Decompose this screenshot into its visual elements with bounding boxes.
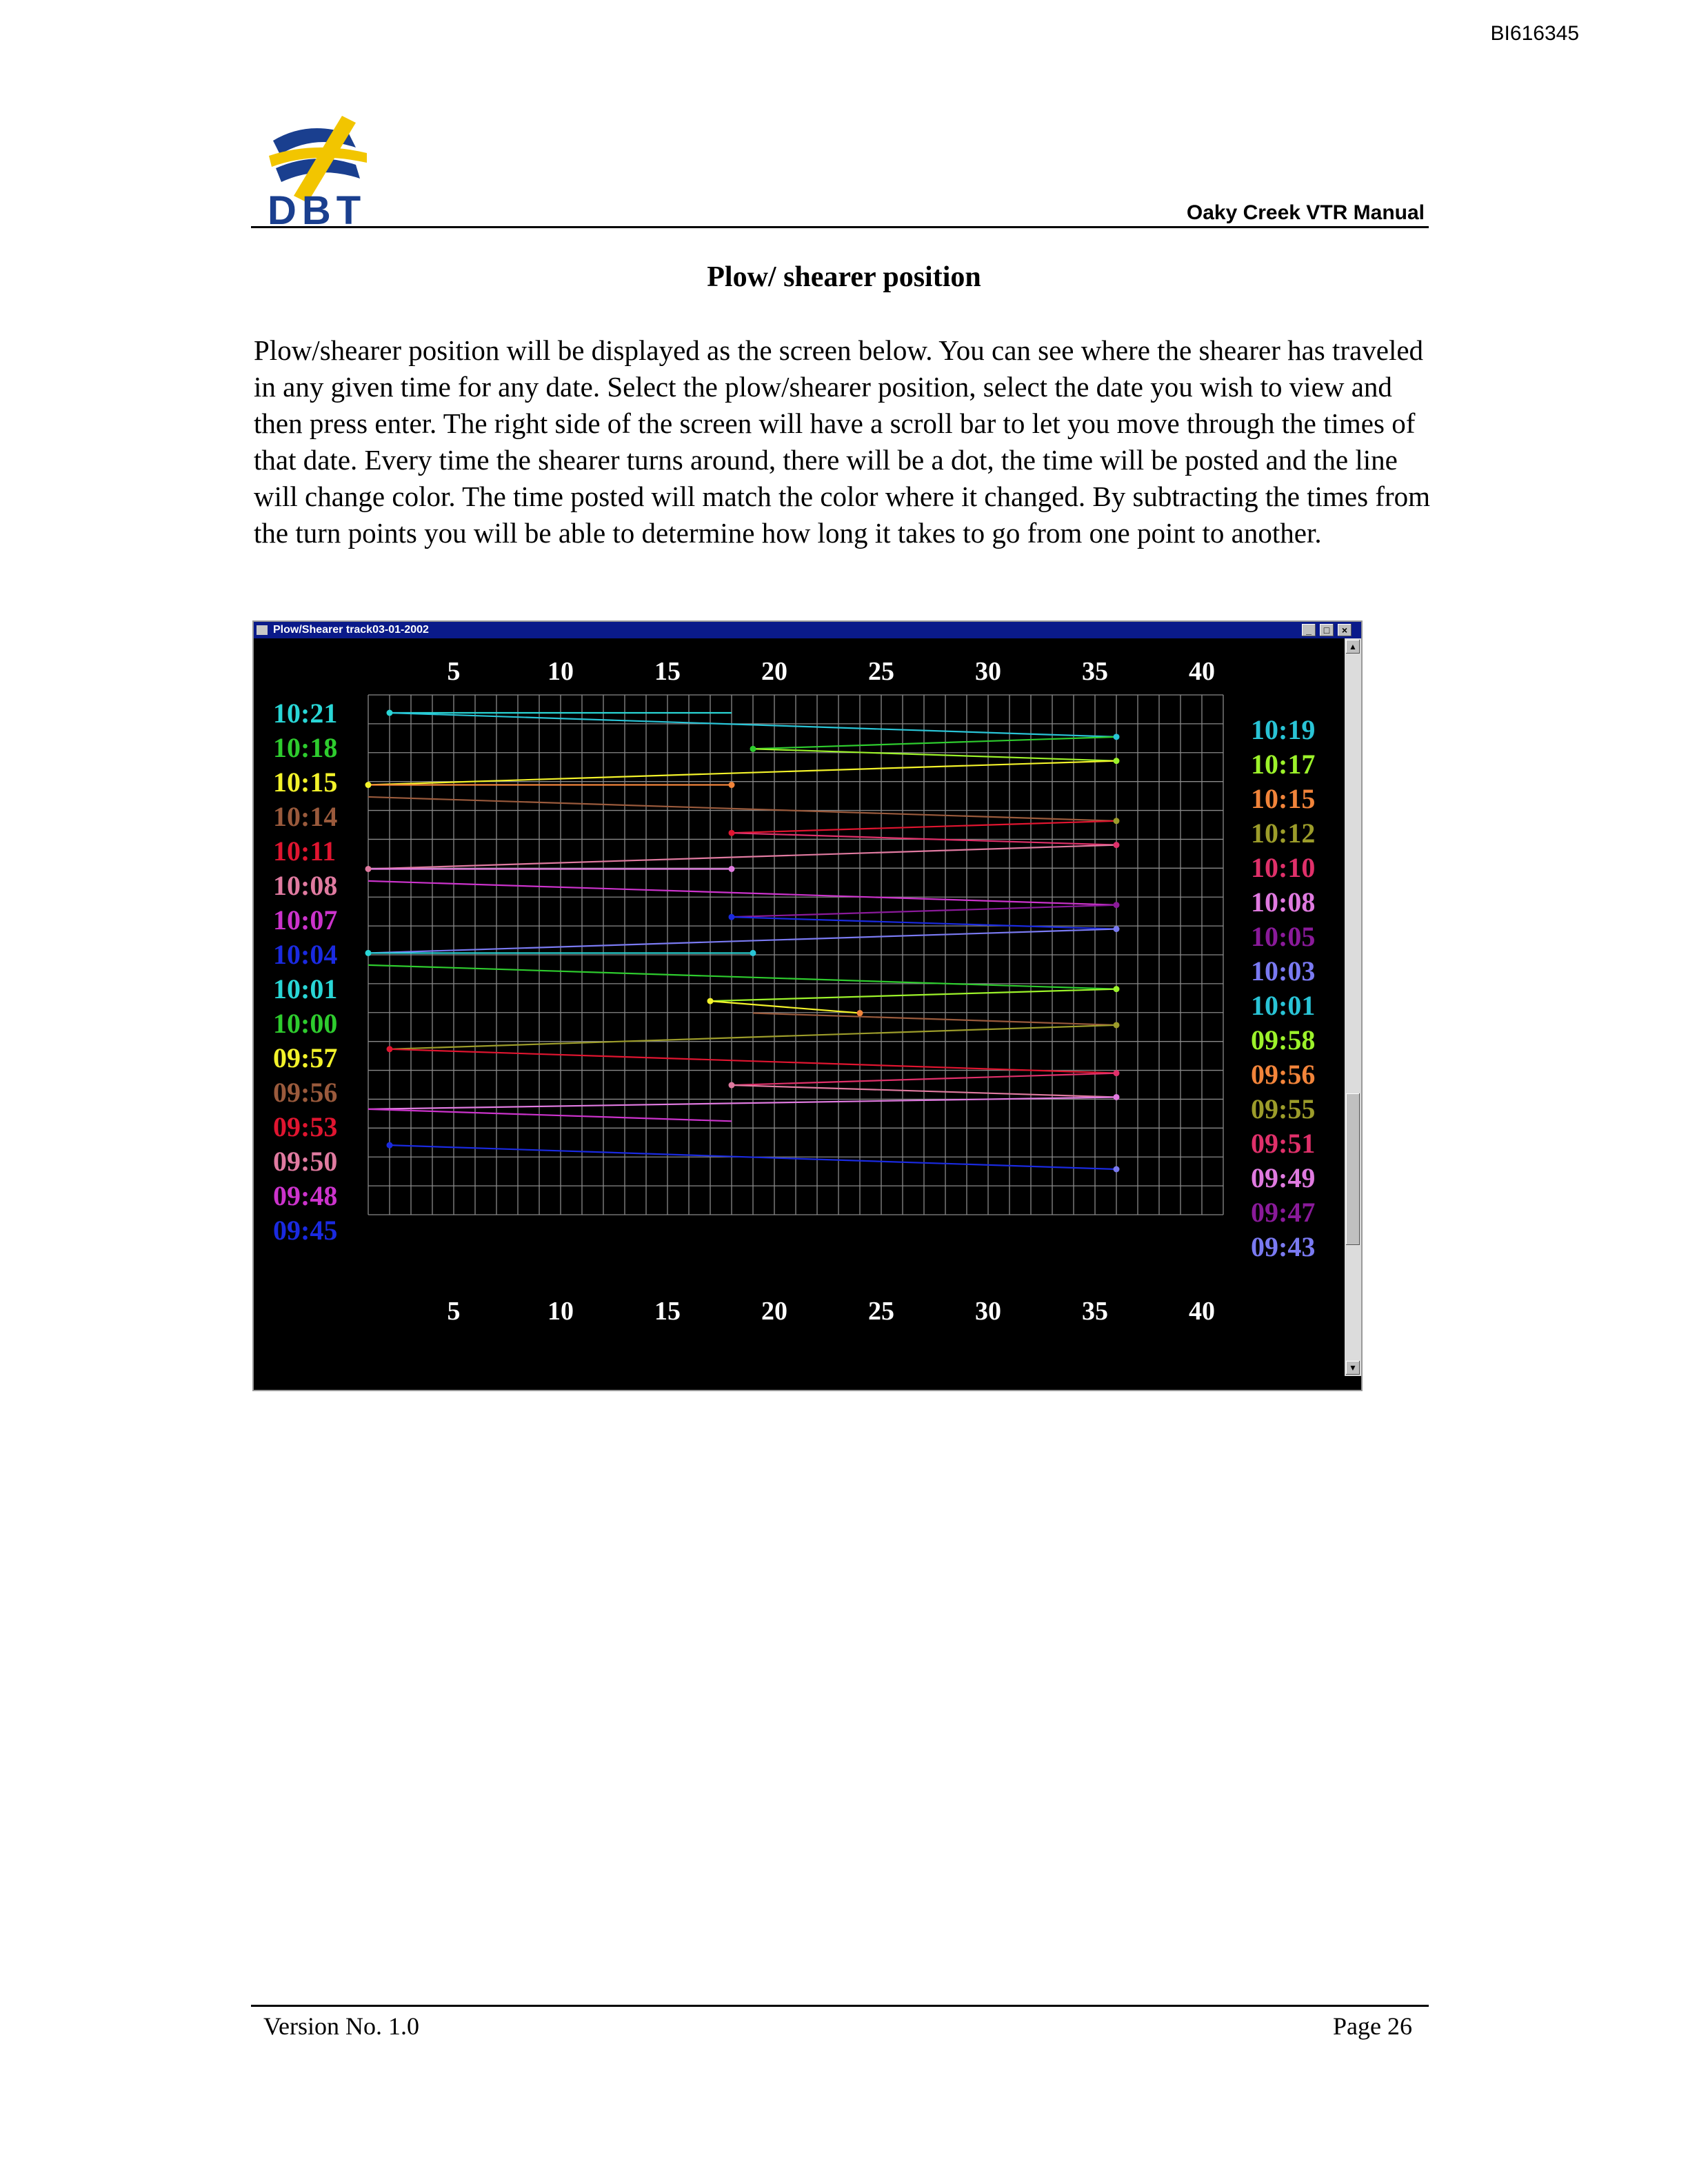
left-time-label: 10:04: [273, 939, 338, 970]
track-segment: [368, 965, 1116, 989]
track-chart: [254, 638, 1343, 1387]
turn-point-dot: [387, 710, 393, 716]
x-tick-label-top: 5: [447, 657, 461, 686]
track-segment: [710, 1001, 860, 1013]
right-time-label: 10:17: [1251, 749, 1316, 780]
x-tick-label-bottom: 15: [654, 1297, 681, 1326]
turn-point-dot: [1114, 818, 1120, 824]
right-time-label: 09:49: [1251, 1162, 1316, 1193]
x-tick-label-bottom: 25: [868, 1297, 894, 1326]
x-tick-label-bottom: 5: [447, 1297, 461, 1326]
turn-point-dot: [1114, 986, 1120, 992]
track-segment: [753, 1013, 1116, 1025]
turn-point-dot: [729, 866, 735, 872]
x-tick-label-bottom: 40: [1189, 1297, 1215, 1326]
right-time-label: 10:05: [1251, 921, 1316, 952]
right-time-label: 10:15: [1251, 783, 1316, 814]
x-tick-label-top: 20: [761, 657, 787, 686]
footer-rule: [251, 2005, 1429, 2007]
right-time-label: 10:10: [1251, 852, 1316, 883]
left-time-label: 09:50: [273, 1146, 338, 1177]
right-time-label: 09:58: [1251, 1024, 1316, 1055]
turn-point-dot: [1114, 926, 1120, 932]
right-time-label: 09:55: [1251, 1093, 1316, 1124]
x-tick-label-top: 10: [547, 657, 574, 686]
left-time-label: 10:01: [273, 973, 338, 1004]
scroll-down-arrow-icon[interactable]: ▼: [1346, 1361, 1360, 1375]
left-time-label: 10:11: [273, 836, 336, 867]
close-button[interactable]: ×: [1338, 624, 1352, 636]
right-time-label: 10:08: [1251, 887, 1316, 918]
left-time-label: 10:21: [273, 698, 338, 729]
right-time-label: 10:03: [1251, 956, 1316, 987]
left-time-label: 10:07: [273, 904, 338, 936]
left-time-label: 10:15: [273, 767, 338, 798]
turn-point-dot: [1114, 758, 1120, 764]
right-time-label: 10:19: [1251, 714, 1316, 745]
turn-point-dot: [365, 782, 372, 788]
turn-point-dot: [1114, 1070, 1120, 1076]
version-label: Version No. 1.0: [263, 2012, 419, 2040]
track-segment: [368, 929, 1116, 953]
turn-point-dot: [707, 998, 714, 1004]
track-segment: [368, 881, 1116, 905]
left-time-label: 10:18: [273, 732, 338, 763]
maximize-button[interactable]: □: [1320, 624, 1334, 636]
turn-point-dot: [1114, 902, 1120, 908]
body-paragraph: Plow/shearer position will be displayed as the screen below. You can see where the shearer has traveled in any given time for any date. Select the plow/shearer position, select the date you wish to view and then press enter. The right side of the screen will have a scroll bar to let you move through the times of that date. Every time the shearer turns around, there will be a dot, the time will be posted and the line will change color. The time posted will match the color where it changed. By subtracting the times from the turn points you will be able to determine how long it takes to go from one point to another.: [254, 334, 1430, 549]
track-segment: [368, 797, 1116, 821]
turn-point-dot: [729, 1082, 735, 1089]
right-time-label: 09:47: [1251, 1197, 1316, 1228]
x-tick-label-bottom: 35: [1082, 1297, 1108, 1326]
left-time-label: 10:14: [273, 801, 338, 832]
track-segment: [753, 749, 1116, 760]
x-tick-label-bottom: 30: [975, 1297, 1001, 1326]
turn-point-dot: [750, 950, 756, 956]
left-time-label: 10:00: [273, 1008, 338, 1039]
x-tick-label-top: 15: [654, 657, 681, 686]
right-time-label: 09:56: [1251, 1059, 1316, 1090]
minimize-button[interactable]: _: [1302, 624, 1316, 636]
window-app-icon: [257, 625, 268, 635]
left-time-label: 09:57: [273, 1042, 338, 1073]
turn-point-dot: [729, 830, 735, 836]
left-time-label: 10:08: [273, 870, 338, 901]
track-segment: [710, 989, 1116, 1001]
left-time-label: 09:56: [273, 1077, 338, 1108]
turn-point-dot: [1114, 1166, 1120, 1173]
manual-title: Oaky Creek VTR Manual: [1186, 201, 1425, 224]
turn-point-dot: [857, 1010, 863, 1016]
x-tick-label-top: 30: [975, 657, 1001, 686]
right-time-label: 09:51: [1251, 1128, 1316, 1159]
scroll-thumb[interactable]: [1346, 1093, 1360, 1245]
turn-point-dot: [365, 950, 372, 956]
turn-point-dot: [750, 746, 756, 752]
right-time-label: 10:12: [1251, 818, 1316, 849]
page-number: Page 26: [1333, 2012, 1412, 2040]
turn-point-dot: [387, 1142, 393, 1149]
scroll-up-arrow-icon[interactable]: ▲: [1346, 640, 1360, 654]
logo-text: DBT: [268, 188, 367, 233]
right-time-label: 09:43: [1251, 1231, 1316, 1262]
document-id: BI616345: [1490, 22, 1579, 45]
track-segment: [368, 845, 1116, 869]
x-tick-label-top: 25: [868, 657, 894, 686]
window-title: Plow/Shearer track03-01-2002: [273, 624, 429, 636]
turn-point-dot: [1114, 734, 1120, 740]
x-tick-label-top: 35: [1082, 657, 1108, 686]
left-time-label: 09:53: [273, 1111, 338, 1142]
turn-point-dot: [729, 914, 735, 920]
time-scrollbar[interactable]: [1345, 638, 1361, 1376]
turn-point-dot: [729, 782, 735, 788]
x-tick-label-top: 40: [1189, 657, 1215, 686]
turn-point-dot: [365, 866, 372, 872]
x-tick-label-bottom: 20: [761, 1297, 787, 1326]
track-segment: [753, 737, 1116, 749]
right-time-label: 10:01: [1251, 990, 1316, 1021]
section-title: Plow/ shearer position: [707, 261, 981, 293]
left-time-label: 09:48: [273, 1180, 338, 1211]
left-time-label: 09:45: [273, 1215, 338, 1246]
window-titlebar: [254, 622, 1361, 638]
track-segment: [368, 1109, 732, 1121]
plow-shearer-window: [254, 622, 1361, 1390]
x-tick-label-bottom: 10: [547, 1297, 574, 1326]
turn-point-dot: [1114, 842, 1120, 848]
turn-point-dot: [1114, 1022, 1120, 1028]
turn-point-dot: [387, 1046, 393, 1052]
turn-point-dot: [1114, 1094, 1120, 1100]
header-rule: [251, 226, 1429, 228]
